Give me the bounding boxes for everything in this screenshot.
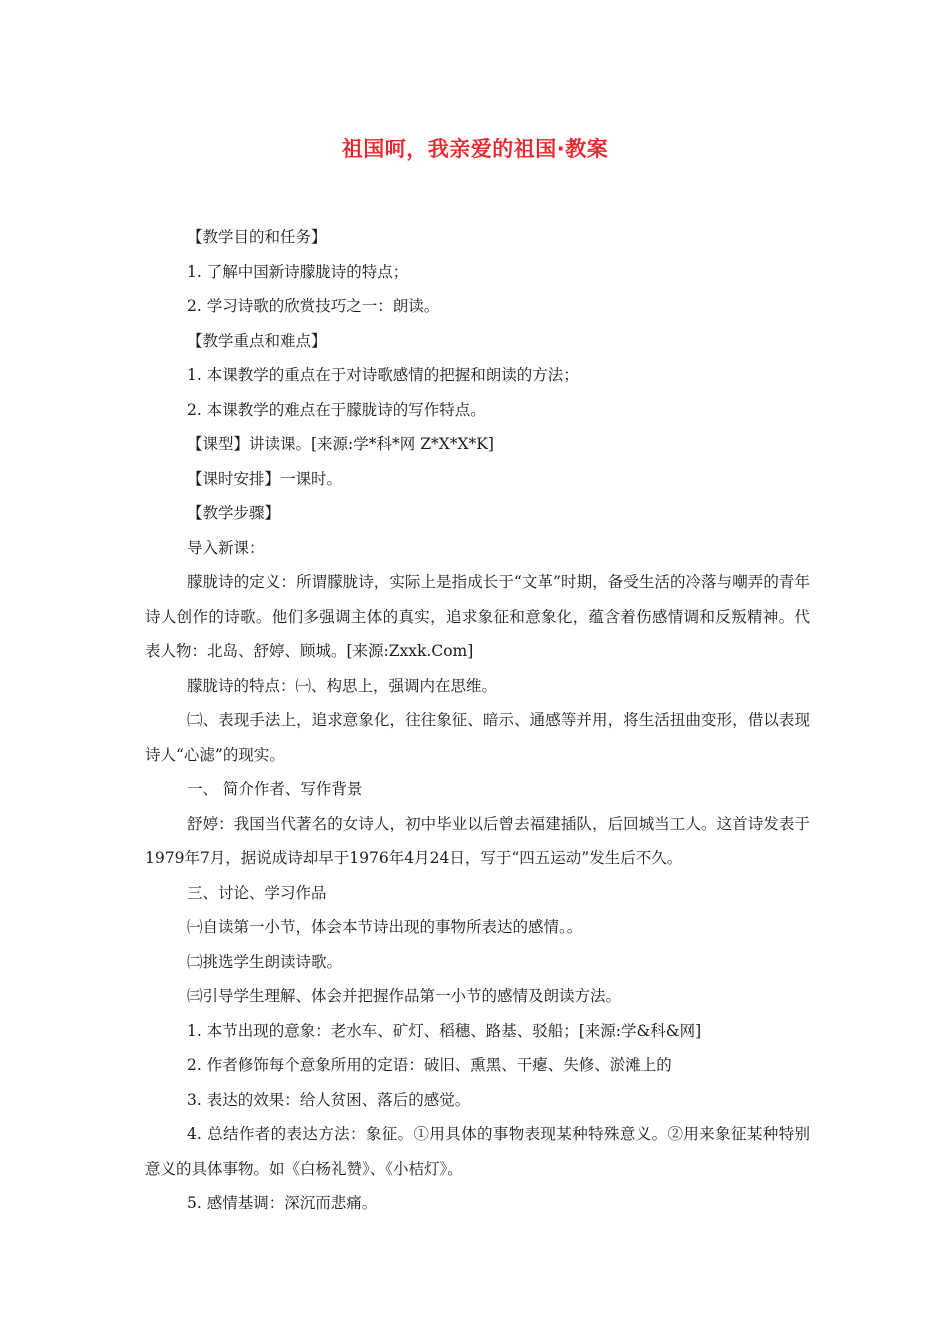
- key-point-item-2: 2. 本课教学的难点在于朦胧诗的写作特点。: [187, 400, 486, 419]
- objective-item-2: 2. 学习诗歌的欣赏技巧之一：朗读。: [187, 297, 440, 315]
- paragraph-features-2: ㈡、表现手法上，追求意象化，往往象征、暗示、通感等并用，将生活扭曲变形，借以表现诗人“心滤”的现实。: [145, 711, 810, 764]
- intro-heading: 导入新课：: [187, 538, 265, 557]
- analysis-item-4: 4. 总结作者的表达方法：象征。①用具体的事物表现某种特殊意义。②用来象征某种特别意义的具体事物。如《白杨礼赞》、《小桔灯》。: [145, 1125, 810, 1178]
- objective-item-1: 1. 了解中国新诗朦胧诗的特点；: [187, 262, 409, 281]
- analysis-item-3: 3. 表达的效果：给人贫困、落后的感觉。: [187, 1090, 471, 1109]
- analysis-item-1: 1. 本节出现的意象：老水车、矿灯、稻穗、路基、驳船；[来源:学&科&网]: [187, 1021, 702, 1040]
- lesson-type: 【课型】讲读课。[来源:学*科*网 Z*X*X*K]: [187, 435, 494, 453]
- discussion-item-1: ㈠自读第一小节，体会本节诗出现的事物所表达的感情。。: [187, 918, 583, 936]
- section-heading-steps: 【教学步骤】: [187, 504, 281, 522]
- section-heading-objectives: 【教学目的和任务】: [187, 228, 327, 246]
- discussion-item-3: ㈢引导学生理解、体会并把握作品第一小节的感情及朗读方法。: [187, 987, 622, 1005]
- document-body: [145, 220, 810, 1221]
- analysis-item-2: 2. 作者修饰每个意象所用的定语：破旧、熏黑、干瘪、失修、淤滩上的: [187, 1056, 672, 1074]
- paragraph-author: 舒婷：我国当代著名的女诗人，初中毕业以后曾去福建插队，后回城当工人。这首诗发表于1979年7月，据说成诗却早于1976年4月24日，写于“四五运动”发生后不久。: [145, 814, 810, 867]
- section-heading-key-points: 【教学重点和难点】: [187, 331, 327, 350]
- section-heading-author: 一、 简介作者、写作背景: [187, 780, 363, 798]
- paragraph-features-1: 朦胧诗的特点：㈠、构思上，强调内在思维。: [187, 676, 498, 695]
- discussion-item-2: ㈡挑选学生朗读诗歌。: [187, 952, 343, 971]
- paragraph-definition: 朦胧诗的定义：所谓朦胧诗，实际上是指成长于“文革”时期，备受生活的冷落与嘲弄的青年诗人创作的诗歌。他们多强调主体的真实，追求象征和意象化，蕴含着伤感情调和反叛精神。代表人物：北岛、舒婷、顾城。[来源:Zxxk.Com]: [145, 573, 810, 660]
- document-title: 祖国呵，我亲爱的祖国·教案: [341, 137, 609, 161]
- section-heading-discussion: 三、讨论、学习作品: [187, 883, 327, 902]
- lesson-schedule: 【课时安排】一课时。: [187, 469, 343, 488]
- analysis-item-5: 5. 感情基调：深沉而悲痛。: [187, 1194, 378, 1212]
- key-point-item-1: 1. 本课教学的重点在于对诗歌感情的把握和朗读的方法；: [187, 366, 579, 384]
